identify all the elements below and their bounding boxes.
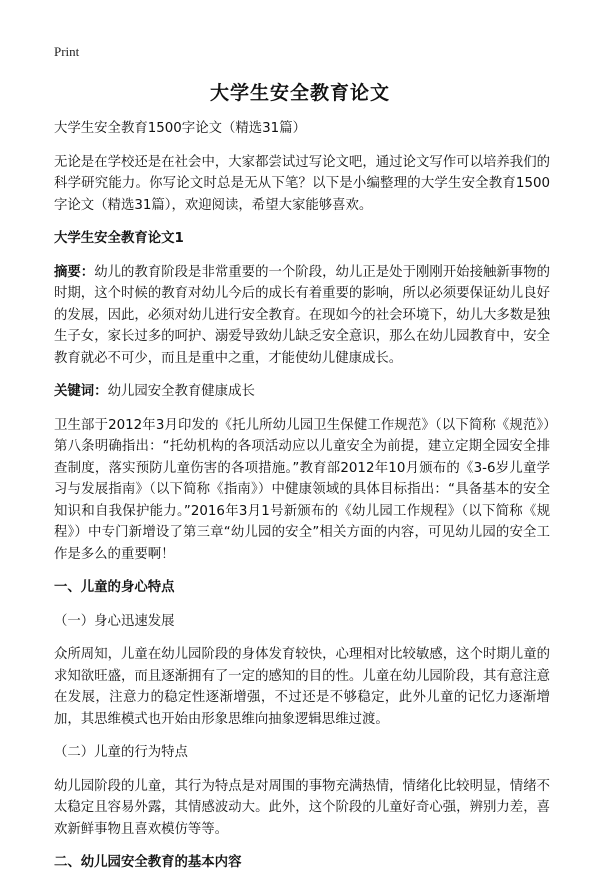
document-body <box>54 118 550 886</box>
document-title: 大学生安全教育论文 <box>209 82 390 104</box>
body-paragraph-1: 卫生部于2012年3月印发的《托儿所幼儿园卫生保健工作规范》（以下简称《规范》）第八条明确指出：“托幼机构的各项活动应以儿童安全为前提，建立定期全园安全排查制度，落实预防儿童伤害的各项措施。”教育部2012年10月颁布的《3-6岁儿童学习与发展指南》（以下简称《指南》）中健康领域的具体目标指出：“具备基本的安全知识和自我保护能力。”2016年3月1号新颁布的《幼儿园工作规程》（以下简称《规程》）中专门新增设了第三章“幼儿园的安全”相关方面的内容，可见幼儿园的安全工作是多么的重要啊！ <box>54 417 550 562</box>
body-paragraph-3: 幼儿园阶段的儿童，其行为特点是对周围的事物充满热情，情绪化比较明显，情绪不太稳定且容易外露，其情感波动大。此外，这个阶段的儿童好奇心强，辨别力差，喜欢新鲜事物且喜欢模仿等等。 <box>54 778 550 837</box>
body-paragraph-2: 众所周知，儿童在幼儿园阶段的身体发育较快，心理相对比较敏感，这个时期儿童的求知欲旺盛，而且逐渐拥有了一定的感知的目的性。儿童在幼儿园阶段，其有意注意在发展，注意力的稳定性逐渐增强，不过还是不够稳定，此外儿童的记忆力逐渐增加，其思维模式也开始由形象思维向抽象逻辑思维过渡。 <box>54 647 550 727</box>
keywords-text: 幼儿园安全教育健康成长 <box>107 384 255 399</box>
subheading-1: （一）身心迅速发展 <box>54 613 175 629</box>
heading-1: 一、儿童的身心特点 <box>54 580 175 595</box>
abstract-paragraph <box>54 262 550 370</box>
section-title: 大学生安全教育论文1 <box>54 231 184 246</box>
abstract-label: 摘要： <box>54 264 95 280</box>
document-subtitle: 大学生安全教育1500字论文（精选31篇） <box>54 121 306 136</box>
subheading-2: （二）儿童的行为特点 <box>54 745 188 760</box>
intro-paragraph: 无论是在学校还是在社会中，大家都尝试过写论文吧，通过论文写作可以培养我们的科学研究能力。你写论文时总是无从下笔？以下是小编整理的大学生安全教育1500字论文（精选31篇），欢迎阅读，希望大家能够喜欢。 <box>54 154 550 213</box>
heading-2: 二、幼儿园安全教育的基本内容 <box>54 855 242 870</box>
keywords-label: 关键词： <box>54 384 108 399</box>
keywords-paragraph <box>54 381 550 403</box>
print-link[interactable]: Print <box>54 44 80 59</box>
abstract-text: 幼儿的教育阶段是非常重要的一个阶段，幼儿正是处于刚刚开始接触新事物的时期，这个时候的教育对幼儿今后的成长有着重要的影响，所以必须要保证幼儿良好的发展，因此，必须对幼儿进行安全教育。在现如今的社会环境下，幼儿大多数是独生子女，家长过多的呵护、溺爱导致幼儿缺乏安全意识，那么在幼儿园教育中，安全教育就必不可少，而且是重中之重，才能使幼儿健康成长。 <box>54 264 550 366</box>
